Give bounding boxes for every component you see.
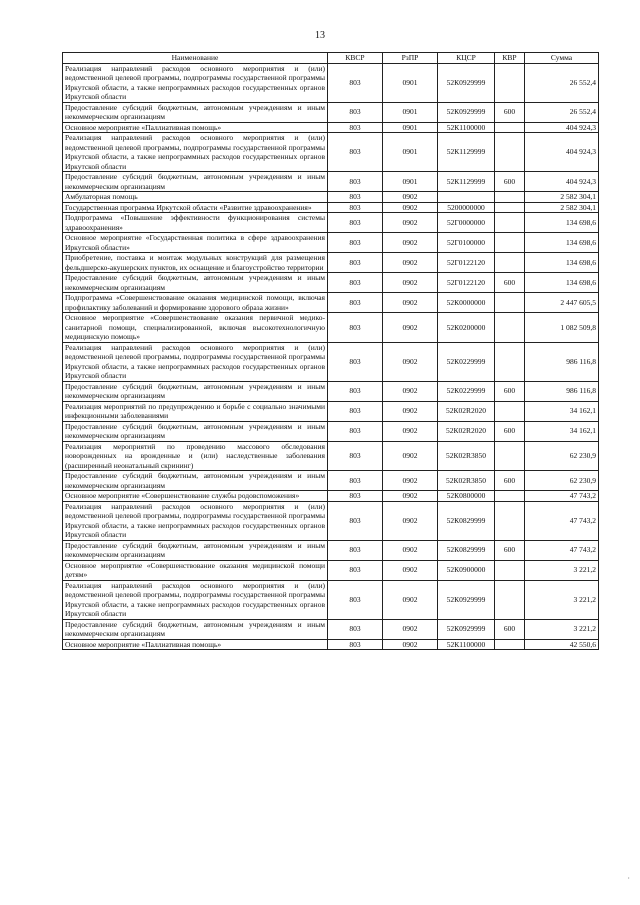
cell-kcsr: 52К02R3850 bbox=[438, 471, 495, 491]
cell-kvsr: 803 bbox=[328, 133, 383, 172]
cell-sum: 3 221,2 bbox=[525, 560, 599, 580]
cell-name: Реализация направлений расходов основного мероприятия и (или) ведомственной целевой программы, подпрограммы государственной программы Иркутской области, а также непрограммных расходов государственных органов Иркутской области bbox=[63, 501, 328, 540]
cell-kvsr: 803 bbox=[328, 172, 383, 192]
cell-sum: 404 924,3 bbox=[525, 172, 599, 192]
cell-kvsr: 803 bbox=[328, 639, 383, 650]
cell-kvsr: 803 bbox=[328, 501, 383, 540]
table-row bbox=[63, 342, 599, 381]
cell-kcsr: 52К0229999 bbox=[438, 342, 495, 381]
cell-kvsr: 803 bbox=[328, 491, 383, 502]
table-row bbox=[63, 639, 599, 650]
cell-rzpr: 0902 bbox=[383, 639, 438, 650]
header-kcsr: КЦСР bbox=[438, 53, 495, 64]
cell-rzpr: 0901 bbox=[383, 122, 438, 133]
cell-rzpr: 0901 bbox=[383, 172, 438, 192]
cell-kvr: 600 bbox=[495, 381, 525, 401]
table-header-row bbox=[63, 53, 599, 64]
cell-kvsr: 803 bbox=[328, 213, 383, 233]
table-row bbox=[63, 202, 599, 213]
cell-rzpr: 0902 bbox=[383, 441, 438, 471]
cell-sum: 134 698,6 bbox=[525, 213, 599, 233]
cell-kvr bbox=[495, 342, 525, 381]
cell-name: Приобретение, поставка и монтаж модульных конструкций для размещения фельдшерско-акушерских пунктов, их оснащение и благоустройство территории bbox=[63, 253, 328, 273]
cell-rzpr: 0901 bbox=[383, 102, 438, 122]
cell-sum: 2 447 605,5 bbox=[525, 293, 599, 313]
cell-kvsr: 803 bbox=[328, 401, 383, 421]
cell-name: Основное мероприятие «Паллиативная помощь» bbox=[63, 639, 328, 650]
cell-kvr bbox=[495, 313, 525, 343]
cell-sum: 47 743,2 bbox=[525, 540, 599, 560]
cell-kcsr: 52К0900000 bbox=[438, 560, 495, 580]
cell-rzpr: 0902 bbox=[383, 421, 438, 441]
cell-name: Основное мероприятие «Совершенствование службы родовспоможения» bbox=[63, 491, 328, 502]
cell-kcsr: 52К0829999 bbox=[438, 540, 495, 560]
table-row bbox=[63, 580, 599, 619]
table-row bbox=[63, 63, 599, 102]
cell-kcsr: 52К02R3850 bbox=[438, 441, 495, 471]
table-row bbox=[63, 540, 599, 560]
cell-sum: 134 698,6 bbox=[525, 233, 599, 253]
cell-name: Подпрограмма «Повышение эффективности функционирования системы здравоохранения» bbox=[63, 213, 328, 233]
cell-kvr bbox=[495, 202, 525, 213]
header-kvsr: КВСР bbox=[328, 53, 383, 64]
cell-kvsr: 803 bbox=[328, 580, 383, 619]
cell-rzpr: 0902 bbox=[383, 313, 438, 343]
header-name: Наименование bbox=[63, 53, 328, 64]
cell-kvr: 600 bbox=[495, 102, 525, 122]
cell-kcsr bbox=[438, 192, 495, 203]
cell-sum: 986 116,8 bbox=[525, 342, 599, 381]
cell-sum: 26 552,4 bbox=[525, 102, 599, 122]
cell-kvsr: 803 bbox=[328, 421, 383, 441]
table-row bbox=[63, 560, 599, 580]
cell-kvsr: 803 bbox=[328, 441, 383, 471]
budget-table bbox=[62, 52, 599, 650]
cell-rzpr: 0902 bbox=[383, 381, 438, 401]
cell-rzpr: 0902 bbox=[383, 192, 438, 203]
cell-kvsr: 803 bbox=[328, 253, 383, 273]
cell-kcsr: 52К1129999 bbox=[438, 172, 495, 192]
cell-kvr bbox=[495, 401, 525, 421]
cell-kvr bbox=[495, 133, 525, 172]
cell-name: Реализация направлений расходов основного мероприятия и (или) ведомственной целевой программы, подпрограммы государственной программы Иркутской области, а также непрограммных расходов государственных органов Иркутской области bbox=[63, 133, 328, 172]
cell-rzpr: 0902 bbox=[383, 401, 438, 421]
cell-kvr bbox=[495, 639, 525, 650]
cell-kvsr: 803 bbox=[328, 233, 383, 253]
cell-kvr bbox=[495, 501, 525, 540]
cell-name: Государственная программа Иркутской области «Развитие здравоохранения» bbox=[63, 202, 328, 213]
cell-name: Реализация направлений расходов основного мероприятия и (или) ведомственной целевой программы, подпрограммы государственной программы Иркутской области, а также непрограммных расходов государственных органов Иркутской области bbox=[63, 342, 328, 381]
cell-kvr: 600 bbox=[495, 421, 525, 441]
cell-kvr bbox=[495, 63, 525, 102]
cell-name: Основное мероприятие «Государственная политика в сфере здравоохранения Иркутской области» bbox=[63, 233, 328, 253]
table-row bbox=[63, 491, 599, 502]
cell-kvr: 600 bbox=[495, 619, 525, 639]
cell-kvsr: 803 bbox=[328, 342, 383, 381]
cell-kcsr: 52К0929999 bbox=[438, 102, 495, 122]
cell-sum: 3 221,2 bbox=[525, 619, 599, 639]
cell-rzpr: 0902 bbox=[383, 619, 438, 639]
cell-kcsr: 52К0829999 bbox=[438, 501, 495, 540]
cell-kvsr: 803 bbox=[328, 192, 383, 203]
table-row bbox=[63, 102, 599, 122]
table-row bbox=[63, 471, 599, 491]
table-row bbox=[63, 619, 599, 639]
cell-name: Амбулаторная помощь bbox=[63, 192, 328, 203]
cell-sum: 404 924,3 bbox=[525, 133, 599, 172]
cell-kcsr: 52К1100000 bbox=[438, 639, 495, 650]
cell-kcsr: 52К02R2020 bbox=[438, 421, 495, 441]
cell-sum: 3 221,2 bbox=[525, 580, 599, 619]
cell-kcsr: 5200000000 bbox=[438, 202, 495, 213]
cell-name: Предоставление субсидий бюджетным, автономным учреждениям и иным некоммерческим организациям bbox=[63, 421, 328, 441]
cell-kvsr: 803 bbox=[328, 102, 383, 122]
cell-name: Предоставление субсидий бюджетным, автономным учреждениям и иным некоммерческим организациям bbox=[63, 471, 328, 491]
cell-rzpr: 0901 bbox=[383, 133, 438, 172]
table-row bbox=[63, 381, 599, 401]
cell-kcsr: 52К0200000 bbox=[438, 313, 495, 343]
cell-name: Реализация направлений расходов основного мероприятия и (или) ведомственной целевой программы, подпрограммы государственной программы Иркутской области, а также непрограммных расходов государственных органов Иркутской области bbox=[63, 63, 328, 102]
cell-name: Основное мероприятие «Совершенствование оказания первичной медико-санитарной помощи, специализированной, включая высокотехнологичную медицинскую помощь» bbox=[63, 313, 328, 343]
table-row bbox=[63, 501, 599, 540]
cell-kvsr: 803 bbox=[328, 540, 383, 560]
cell-sum: 47 743,2 bbox=[525, 501, 599, 540]
table-row bbox=[63, 401, 599, 421]
cell-sum: 134 698,6 bbox=[525, 253, 599, 273]
cell-kcsr: 52К0929999 bbox=[438, 619, 495, 639]
cell-sum: 34 162,1 bbox=[525, 421, 599, 441]
cell-sum: 2 582 304,1 bbox=[525, 192, 599, 203]
cell-kcsr: 52Г0122120 bbox=[438, 253, 495, 273]
cell-kcsr: 52Г0122120 bbox=[438, 273, 495, 293]
cell-kvr: 600 bbox=[495, 471, 525, 491]
cell-name: Основное мероприятие «Совершенствование оказания медицинской помощи детям» bbox=[63, 560, 328, 580]
cell-kcsr: 52К0229999 bbox=[438, 381, 495, 401]
cell-kvr bbox=[495, 580, 525, 619]
cell-kcsr: 52К0929999 bbox=[438, 63, 495, 102]
cell-rzpr: 0902 bbox=[383, 580, 438, 619]
table-row bbox=[63, 122, 599, 133]
cell-kvr: 600 bbox=[495, 273, 525, 293]
cell-rzpr: 0902 bbox=[383, 233, 438, 253]
cell-kvr bbox=[495, 293, 525, 313]
cell-rzpr: 0902 bbox=[383, 491, 438, 502]
cell-sum: 34 162,1 bbox=[525, 401, 599, 421]
cell-sum: 62 230,9 bbox=[525, 441, 599, 471]
header-sum: Сумма bbox=[525, 53, 599, 64]
cell-rzpr: 0902 bbox=[383, 202, 438, 213]
cell-sum: 1 082 509,8 bbox=[525, 313, 599, 343]
cell-rzpr: 0902 bbox=[383, 540, 438, 560]
table-row bbox=[63, 233, 599, 253]
table-row bbox=[63, 213, 599, 233]
cell-rzpr: 0902 bbox=[383, 560, 438, 580]
cell-kcsr: 52К1129999 bbox=[438, 133, 495, 172]
cell-sum: 134 698,6 bbox=[525, 273, 599, 293]
cell-kvr bbox=[495, 192, 525, 203]
table-row bbox=[63, 133, 599, 172]
cell-kcsr: 52К02R2020 bbox=[438, 401, 495, 421]
cell-sum: 404 924,3 bbox=[525, 122, 599, 133]
cell-name: Предоставление субсидий бюджетным, автономным учреждениям и иным некоммерческим организациям bbox=[63, 619, 328, 639]
cell-name: Предоставление субсидий бюджетным, автономным учреждениям и иным некоммерческим организациям bbox=[63, 273, 328, 293]
cell-rzpr: 0901 bbox=[383, 63, 438, 102]
cell-kvr bbox=[495, 213, 525, 233]
cell-rzpr: 0902 bbox=[383, 501, 438, 540]
cell-name: Реализация мероприятий по предупреждению и борьбе с социально значимыми инфекционными заболеваниями bbox=[63, 401, 328, 421]
cell-kvsr: 803 bbox=[328, 63, 383, 102]
cell-rzpr: 0902 bbox=[383, 273, 438, 293]
cell-kvr bbox=[495, 233, 525, 253]
cell-rzpr: 0902 bbox=[383, 293, 438, 313]
cell-name: Реализация направлений расходов основного мероприятия и (или) ведомственной целевой программы, подпрограммы государственной программы Иркутской области, а также непрограммных расходов государственных органов Иркутской области bbox=[63, 580, 328, 619]
header-kvr: КВР bbox=[495, 53, 525, 64]
cell-kcsr: 52К1100000 bbox=[438, 122, 495, 133]
cell-sum: 47 743,2 bbox=[525, 491, 599, 502]
cell-kvr bbox=[495, 491, 525, 502]
cell-kvr bbox=[495, 253, 525, 273]
cell-kvsr: 803 bbox=[328, 381, 383, 401]
cell-kcsr: 52Г0000000 bbox=[438, 213, 495, 233]
table-row bbox=[63, 313, 599, 343]
table-row bbox=[63, 253, 599, 273]
cell-kcsr: 52К0929999 bbox=[438, 580, 495, 619]
cell-kvr bbox=[495, 441, 525, 471]
cell-kvsr: 803 bbox=[328, 202, 383, 213]
cell-kvr: 600 bbox=[495, 540, 525, 560]
cell-rzpr: 0902 bbox=[383, 471, 438, 491]
cell-name: Подпрограмма «Совершенствование оказания медицинской помощи, включая профилактику заболеваний и формирование здорового образа жизни» bbox=[63, 293, 328, 313]
cell-kvsr: 803 bbox=[328, 122, 383, 133]
cell-name: Предоставление субсидий бюджетным, автономным учреждениям и иным некоммерческим организациям bbox=[63, 381, 328, 401]
cell-sum: 2 582 304,1 bbox=[525, 202, 599, 213]
cell-name: Предоставление субсидий бюджетным, автономным учреждениям и иным некоммерческим организациям bbox=[63, 102, 328, 122]
page-number: 13 bbox=[315, 30, 325, 41]
table-row bbox=[63, 421, 599, 441]
cell-kcsr: 52К0000000 bbox=[438, 293, 495, 313]
cell-name: Предоставление субсидий бюджетным, автономным учреждениям и иным некоммерческим организациям bbox=[63, 172, 328, 192]
cell-kvr bbox=[495, 122, 525, 133]
cell-rzpr: 0902 bbox=[383, 342, 438, 381]
cell-kcsr: 52Г0100000 bbox=[438, 233, 495, 253]
cell-kcsr: 52К0800000 bbox=[438, 491, 495, 502]
margin-mark: · bbox=[627, 874, 630, 883]
cell-kvsr: 803 bbox=[328, 471, 383, 491]
cell-kvsr: 803 bbox=[328, 273, 383, 293]
cell-kvsr: 803 bbox=[328, 293, 383, 313]
cell-kvr: 600 bbox=[495, 172, 525, 192]
cell-name: Предоставление субсидий бюджетным, автономным учреждениям и иным некоммерческим организациям bbox=[63, 540, 328, 560]
cell-sum: 26 552,4 bbox=[525, 63, 599, 102]
table-row bbox=[63, 293, 599, 313]
cell-kvsr: 803 bbox=[328, 619, 383, 639]
table-row bbox=[63, 273, 599, 293]
cell-name: Реализация мероприятий по проведению массового обследования новорожденных на врожденные и (или) наследственные заболевания (расширенный неонатальный скрининг) bbox=[63, 441, 328, 471]
cell-rzpr: 0902 bbox=[383, 253, 438, 273]
cell-sum: 986 116,8 bbox=[525, 381, 599, 401]
table-row bbox=[63, 441, 599, 471]
table-body bbox=[63, 63, 599, 650]
cell-sum: 62 230,9 bbox=[525, 471, 599, 491]
table-row bbox=[63, 172, 599, 192]
cell-rzpr: 0902 bbox=[383, 213, 438, 233]
cell-name: Основное мероприятие «Паллиативная помощь» bbox=[63, 122, 328, 133]
table-row bbox=[63, 192, 599, 203]
cell-kvr bbox=[495, 560, 525, 580]
header-rzpr: РзПР bbox=[383, 53, 438, 64]
cell-kvsr: 803 bbox=[328, 560, 383, 580]
cell-kvsr: 803 bbox=[328, 313, 383, 343]
cell-sum: 42 550,6 bbox=[525, 639, 599, 650]
